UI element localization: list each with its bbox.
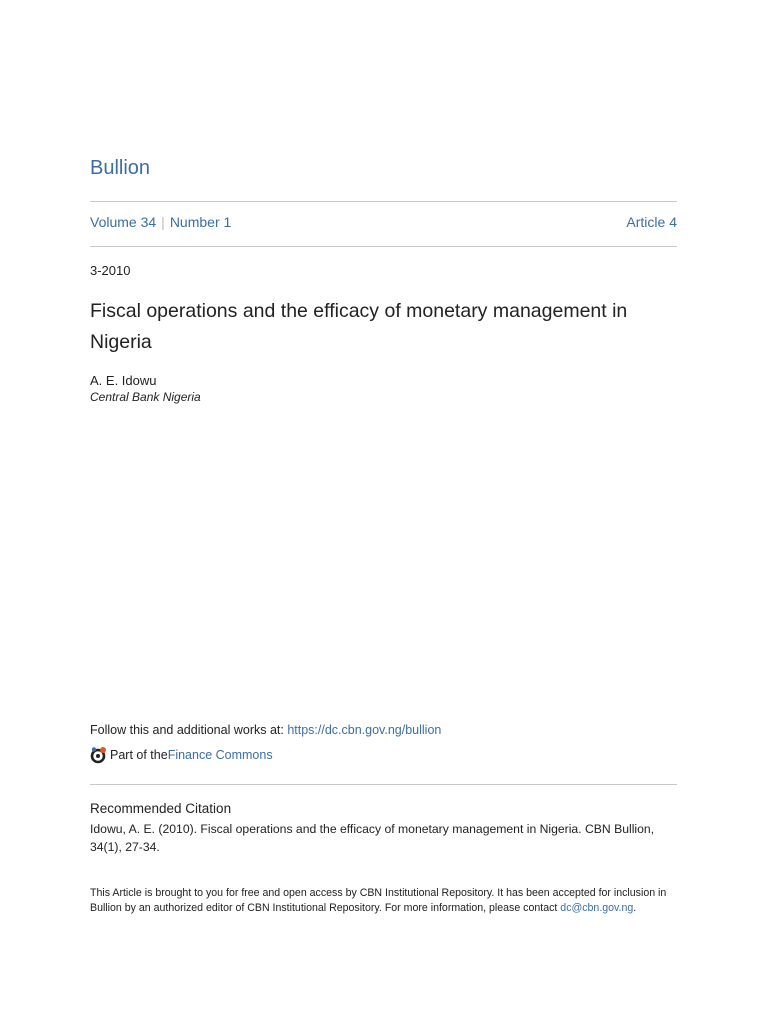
- top-divider: [90, 201, 677, 202]
- issue-divider: [90, 246, 677, 247]
- article-title: Fiscal operations and the efficacy of monetary management in Nigeria: [90, 300, 628, 353]
- author-name: A. E. Idowu: [90, 373, 157, 388]
- journal-title-link[interactable]: Bullion: [90, 157, 151, 179]
- author-affiliation: Central Bank Nigeria: [90, 390, 201, 404]
- publication-date: 3-2010: [90, 263, 131, 278]
- citation-text: Idowu, A. E. (2010). Fiscal operations and the efficacy of monetary management in Nigeria. CBN Bullion, 34(1), 27-34.: [90, 822, 655, 854]
- follow-label: Follow this and additional works at:: [90, 723, 288, 737]
- notice-end: .: [633, 901, 637, 914]
- part-of-line: [90, 746, 273, 764]
- cover-page: [90, 0, 677, 1024]
- recommended-citation-heading: Recommended Citation: [90, 801, 232, 816]
- number-link[interactable]: Number 1: [169, 214, 232, 230]
- citation-divider: [90, 784, 677, 785]
- issue-separator: |: [161, 214, 165, 230]
- follow-line: [90, 723, 441, 737]
- notice-text: This Article is brought to you for free and open access by CBN Institutional Repository. It has been accepted for inclusion in Bullion by an authorized editor of CBN Institutional Repository. For more information, please contact: [90, 887, 667, 914]
- part-of-label: Part of the: [110, 748, 168, 762]
- contact-email-link[interactable]: dc@cbn.gov.ng: [560, 901, 634, 914]
- finance-commons-link[interactable]: Finance Commons: [167, 748, 273, 762]
- article-number-link[interactable]: Article 4: [626, 214, 677, 230]
- volume-link[interactable]: Volume 34: [90, 214, 157, 230]
- commons-network-icon: [90, 746, 108, 764]
- bullion-collection-link[interactable]: https://dc.cbn.gov.ng/bullion: [287, 723, 442, 737]
- access-notice: [90, 886, 677, 915]
- issue-info-row: [90, 214, 677, 232]
